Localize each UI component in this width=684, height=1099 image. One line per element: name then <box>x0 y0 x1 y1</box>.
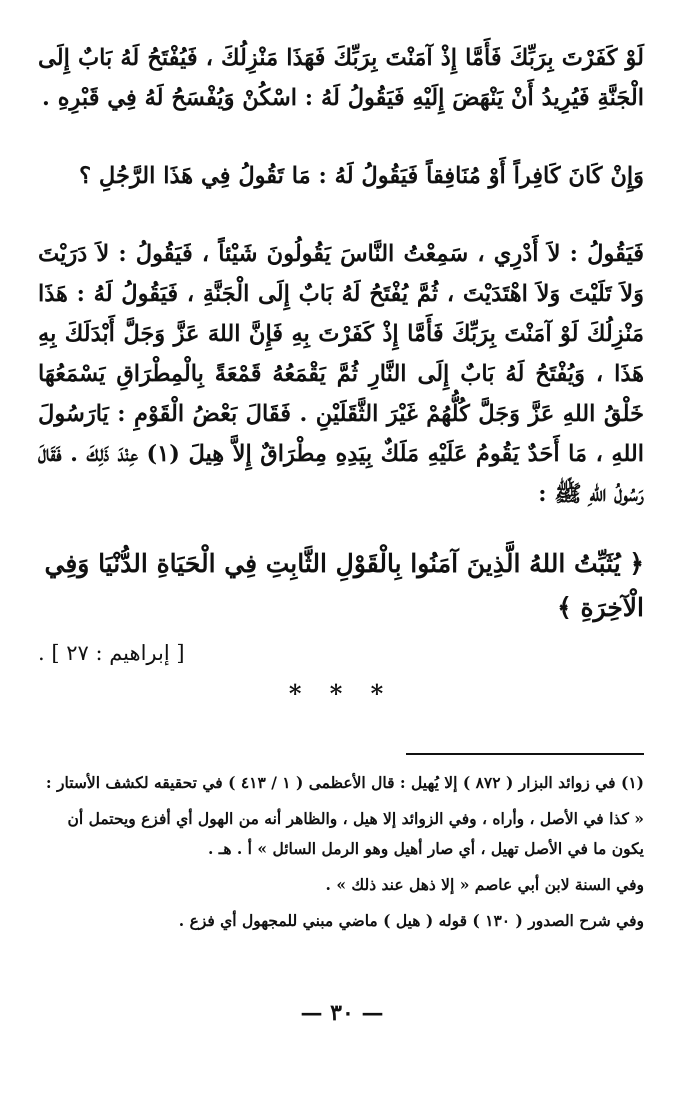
quran-verse-block <box>38 542 644 675</box>
footnote-quote: « كذا في الأصل ، وأراه ، وفي الزوائد إلا هيل ، والظاهر أنه من الهول أي أفزع ويحتمل أن يكون ما في الأصل تهيل ، أي صار أهيل وهو الرمل السائل » أ . هـ . <box>67 809 644 858</box>
quran-verse: ﴿ يُثَبِّتُ اللهُ الَّذِينَ آمَنُوا بِالْقَوْلِ الثَّابِتِ فِي الْحَيَاةِ الدُّنْيَا وَفِي الْآخِرَةِ ﴾ <box>44 549 644 622</box>
body-paragraph-3: فَيَقُولُ : لاَ أَدْرِي ، سَمِعْتُ النَّاسَ يَقُولُونَ شَيْئاً ، فَيَقُولُ : لاَ دَرَيْتَ وَلاَ تَلَيْتَ وَلاَ اهْتَدَيْتَ ، ثُمَّ يُفْتَحُ لَهُ بَابٌ إِلَى الْجَنَّةِ ، فَيَقُولُ لَهُ : هَذَا مَنْزِلُكَ لَوْ آمَنْتَ بِرَبِّكَ فَأَمَّا إِذْ كَفَرْتَ بِهِ فَإِنَّ اللهَ عَزَّ وَجَلَّ أَبْدَلَكَ بِهِ هَذَا ، وَيُفْتَحُ لَهُ بَابٌ إِلَى النَّارِ ثُمَّ يَقْمَعُهُ قَمْعَةً بِالْمِطْرَاقِ يَسْمَعُهَا خَلْقُ اللهِ عَزَّ وَجَلَّ كُلُّهُمْ غَيْرَ الثَّقَلَيْنِ . فَقَالَ بَعْضُ الْقَوْمِ : يَارَسُولَ اللهِ ، مَا أَحَدٌ يَقُومُ عَلَيْهِ مَلَكٌ بِيَدِهِ مِطْرَاقٌ إِلاَّ هِيلَ (١) عِنْدَ ذَلِكَ . فَقَالَ رَسُولُ اللهِ ﷺ : <box>38 241 644 507</box>
quran-reference: [ إبراهيم : ٢٧ ] . <box>38 641 185 665</box>
footnote-divider <box>406 753 644 755</box>
footnotes <box>38 768 644 936</box>
body-paragraph-2: وَإِنْ كَانَ كَافِراً أَوْ مُنَافِقاً فَيَقُولُ لَهُ : مَا تَقُولُ فِي هَذَا الرَّجُلِ ؟ <box>79 163 644 189</box>
quran-verse-line <box>38 542 644 630</box>
quran-reference-line <box>38 630 644 675</box>
footnote-sunnah: وفي السنة لابن أبي عاصم « إلا ذهل عند ذلك » . <box>325 875 644 894</box>
page-number: — ٣٠ — <box>300 1000 384 1026</box>
footnote-1: (١) في زوائد البزار ( ٨٧٢ ) إلا يُهيل : قال الأعظمى ( ١ / ٤١٣ ) في تحقيقه لكشف الأستار : <box>45 773 644 792</box>
section-separator: * * * <box>288 679 394 708</box>
body-paragraph-1: لَوْ كَفَرْتَ بِرَبِّكَ فَأَمَّا إِذْ آمَنْتَ بِرَبِّكَ فَهَذَا مَنْزِلُكَ ، فَيُفْتَحُ لَهُ بَابٌ إِلَى الْجَنَّةِ فَيُرِيدُ أَنْ يَنْهَضَ إِلَيْهِ فَيَقُولُ لَهُ : اسْكُنْ وَيُفْسَحُ لَهُ فِي قَبْرِهِ . <box>38 45 644 111</box>
footnote-sharh: وفي شرح الصدور ( ١٣٠ ) قوله ( هيل ) ماضي مبني للمجهول أي فزع . <box>178 911 644 930</box>
